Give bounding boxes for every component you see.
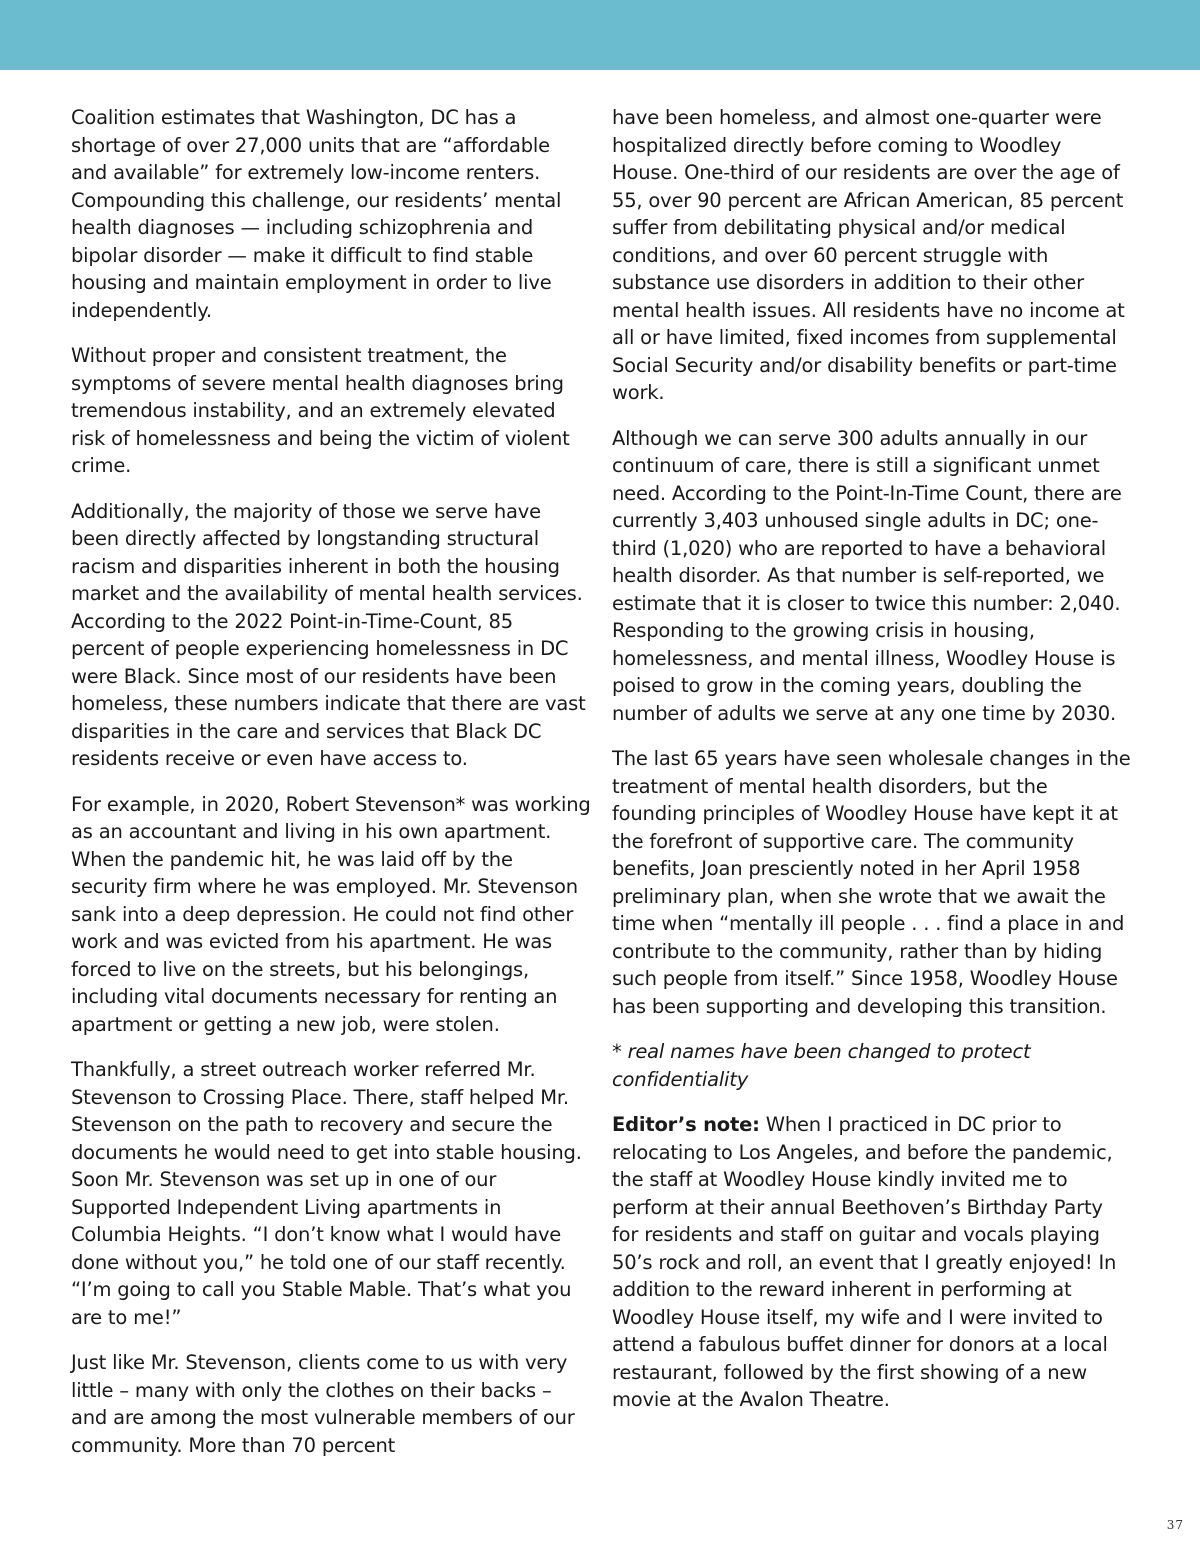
editor-note (612, 1111, 1132, 1414)
paragraph: Additionally, the majority of those we serve have been directly affected by longstanding structural racism and disparities inherent in both the housing market and the availability of mental health services. According to the 2022 Point-in-Time-Count, 85 percent of people experiencing homelessness in DC were Black. Since most of our residents have been homeless, these numbers indicate that there are vast disparities in the care and services that Black DC residents receive or even have access to. (71, 499, 586, 770)
right-column (612, 104, 1132, 1432)
footnote-text: real names have been changed to protect confidentiality (612, 1040, 1031, 1091)
paragraph: Coalition estimates that Washington, DC has a shortage of over 27,000 units that are “affordable and available” for extremely low-income renters. Compounding this challenge, our residents’ mental health diagnoses — including schizophrenia and bipolar disorder — make it difficult to find stable housing and maintain employment in order to live independently. (71, 106, 562, 322)
page-number: 37 (1166, 1518, 1184, 1532)
footnote-marker: * (612, 1040, 628, 1063)
paragraph: Just like Mr. Stevenson, clients come to us with very little – many with only the clothes on their backs – and are among the most vulnerable members of our community. More than 70 percent (71, 1351, 575, 1457)
paragraph: Without proper and consistent treatment, the symptoms of severe mental health diagnoses bring tremendous instability, and an extremely elevated risk of homelessness and being the victim of violent crime. (71, 344, 570, 477)
paragraph: Thankfully, a street outreach worker referred Mr. Stevenson to Crossing Place. There, staff helped Mr. Stevenson on the path to recovery and secure the documents he would need to get into stable housing. Soon Mr. Stevenson was set up in one of our Supported Independent Living apartments in Columbia Heights. “I don’t know what I would have done without you,” he told one of our staff recently. “I’m going to call you Stable Mable. That’s what you are to me!” (71, 1058, 582, 1329)
paragraph: For example, in 2020, Robert Stevenson* was working as an accountant and living in his own apartment. When the pandemic hit, he was laid off by the security firm where he was employed. Mr. Stevenson sank into a deep depression. He could not find other work and was evicted from his apartment. He was forced to live on the streets, but his belongings, including vital documents necessary for renting an apartment or getting a new job, were stolen. (71, 792, 591, 1036)
top-banner (0, 0, 1200, 70)
footnote (612, 1038, 1132, 1093)
editor-note-label: Editor’s note: (612, 1113, 760, 1136)
paragraph: Although we can serve 300 adults annually in our continuum of care, there is still a significant unmet need. According to the Point-In-Time Count, there are currently 3,403 unhoused single adults in DC; one-third (1,020) who are reported to have a behavioral health disorder. As that number is self-reported, we estimate that it is closer to twice this number: 2,040. Responding to the growing crisis in housing, homelessness, and mental illness, Woodley House is poised to grow in the coming years, doubling the number of adults we serve at any one time by 2030. (612, 426, 1122, 725)
left-column (71, 104, 591, 1477)
paragraph: have been homeless, and almost one-quarter were hospitalized directly before coming to Woodley House. One-third of our residents are over the age of 55, over 90 percent are African American, 85 percent suffer from debilitating physical and/or medical conditions, and over 60 percent struggle with substance use disorders in addition to their other mental health issues. All residents have no income at all or have limited, fixed incomes from supplemental Social Security and/or disability benefits or part-time work. (612, 106, 1125, 404)
editor-note-text: When I practiced in DC prior to relocating to Los Angeles, and before the pandemic, the staff at Woodley House kindly invited me to perform at their annual Beethoven’s Birthday Party for residents and staff on guitar and vocals playing 50’s rock and roll, an event that I greatly enjoyed! In addition to the reward inherent in performing at Woodley House itself, my wife and I were invited to attend a fabulous buffet dinner for donors at a local restaurant, followed by the first showing of a new movie at the Avalon Theatre. (612, 1113, 1117, 1411)
paragraph: The last 65 years have seen wholesale changes in the treatment of mental health disorders, but the founding principles of Woodley House have kept it at the forefront of supportive care. The community benefits, Joan presciently noted in her April 1958 preliminary plan, when she wrote that we await the time when “mentally ill people . . . find a place in and contribute to the community, rather than by hiding such people from itself.” Since 1958, Woodley House has been supporting and developing this transition. (612, 747, 1131, 1018)
